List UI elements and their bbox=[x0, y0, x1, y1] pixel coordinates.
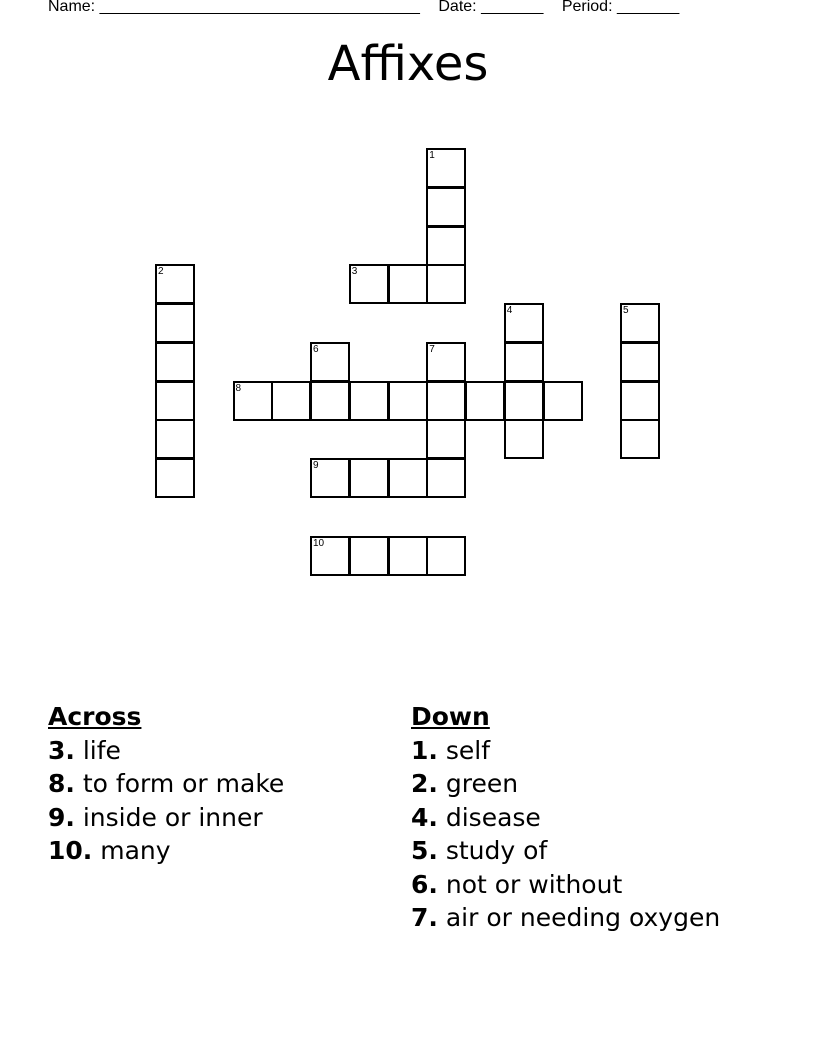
cell-number: 1 bbox=[429, 150, 435, 161]
period-field[interactable]: Period: _______ bbox=[561, 0, 680, 15]
crossword-cell[interactable] bbox=[233, 381, 273, 421]
cell-number: 2 bbox=[158, 266, 164, 278]
crossword-cell[interactable] bbox=[620, 419, 660, 459]
crossword-cell[interactable] bbox=[504, 381, 544, 421]
clue-down-5 bbox=[411, 834, 720, 868]
clue-text: many bbox=[100, 836, 171, 865]
clue-across-3 bbox=[48, 734, 284, 768]
crossword-cell[interactable] bbox=[349, 264, 389, 304]
crossword-cell[interactable] bbox=[465, 381, 505, 421]
crossword-cell[interactable] bbox=[426, 419, 466, 459]
clue-number: 8. bbox=[48, 769, 75, 798]
clue-number: 3. bbox=[48, 735, 75, 765]
crossword-cell[interactable] bbox=[388, 536, 428, 576]
clue-text: to form or make bbox=[82, 769, 285, 798]
clue-text: study of bbox=[445, 836, 548, 865]
crossword-cell[interactable] bbox=[349, 458, 389, 498]
clue-number: 6. bbox=[411, 869, 438, 899]
crossword-cell[interactable] bbox=[155, 381, 195, 421]
crossword-cell[interactable] bbox=[155, 264, 195, 304]
down-clues bbox=[411, 700, 720, 935]
clue-down-6 bbox=[411, 868, 720, 902]
crossword-cell[interactable] bbox=[426, 187, 466, 227]
crossword-cell[interactable] bbox=[155, 303, 195, 343]
clue-number: 4. bbox=[411, 802, 438, 832]
date-field[interactable]: Date: _______ bbox=[438, 0, 544, 15]
crossword-cell[interactable] bbox=[310, 381, 350, 421]
crossword-cell[interactable] bbox=[504, 303, 544, 343]
crossword-cell[interactable] bbox=[155, 342, 195, 382]
clue-down-4 bbox=[411, 801, 720, 835]
crossword-cell[interactable] bbox=[310, 536, 350, 576]
cell-number: 10 bbox=[313, 537, 325, 549]
clue-number: 2. bbox=[411, 769, 438, 798]
crossword-cell[interactable] bbox=[620, 303, 660, 343]
clue-number: 1. bbox=[411, 735, 438, 765]
crossword-cell[interactable] bbox=[543, 381, 583, 421]
cell-number: 9 bbox=[313, 460, 319, 471]
clue-text: green bbox=[445, 769, 519, 798]
clue-text: life bbox=[82, 735, 121, 765]
clue-text: disease bbox=[445, 802, 541, 832]
cell-number: 7 bbox=[429, 343, 435, 355]
crossword-cell[interactable] bbox=[388, 458, 428, 498]
clue-across-8 bbox=[48, 767, 284, 801]
clue-number: 9. bbox=[48, 802, 75, 832]
clue-number: 10. bbox=[48, 836, 93, 865]
clue-down-7 bbox=[411, 901, 720, 935]
clue-text: air or needing oxygen bbox=[445, 903, 721, 932]
across-heading: Across bbox=[48, 702, 142, 731]
cell-number: 8 bbox=[235, 382, 242, 394]
crossword-cell[interactable] bbox=[426, 148, 466, 188]
crossword-cell[interactable] bbox=[426, 458, 466, 498]
crossword-cell[interactable] bbox=[155, 458, 195, 498]
cell-number: 6 bbox=[313, 343, 319, 355]
clue-text: self bbox=[445, 735, 491, 765]
crossword-cell[interactable] bbox=[349, 536, 389, 576]
clue-across-9 bbox=[48, 801, 284, 835]
clue-down-1 bbox=[411, 734, 720, 768]
crossword-cell[interactable] bbox=[426, 226, 466, 266]
crossword-cell[interactable] bbox=[426, 536, 466, 576]
cell-number: 5 bbox=[623, 305, 629, 316]
crossword-cell[interactable] bbox=[271, 381, 311, 421]
clue-text: inside or inner bbox=[82, 802, 263, 832]
name-field[interactable]: Name: ____________________________________ bbox=[48, 0, 420, 15]
crossword-cell[interactable] bbox=[504, 342, 544, 382]
cell-number: 3 bbox=[351, 266, 358, 278]
crossword-cell[interactable] bbox=[388, 264, 428, 304]
clue-down-2 bbox=[411, 767, 720, 801]
crossword-cell[interactable] bbox=[310, 458, 350, 498]
crossword-cell[interactable] bbox=[349, 381, 389, 421]
down-heading: Down bbox=[411, 702, 490, 731]
clue-across-10 bbox=[48, 834, 284, 868]
crossword-cell[interactable] bbox=[388, 381, 428, 421]
clue-text: not or without bbox=[445, 869, 623, 899]
crossword-cell[interactable] bbox=[504, 419, 544, 459]
clue-number: 7. bbox=[411, 903, 438, 932]
across-clues bbox=[48, 700, 284, 868]
crossword-cell[interactable] bbox=[426, 342, 466, 382]
crossword-cell[interactable] bbox=[620, 342, 660, 382]
crossword-cell[interactable] bbox=[155, 419, 195, 459]
page-title: Affixes bbox=[327, 36, 489, 92]
crossword-cell[interactable] bbox=[310, 342, 350, 382]
crossword-cell[interactable] bbox=[620, 381, 660, 421]
cell-number: 4 bbox=[506, 305, 513, 316]
clue-number: 5. bbox=[411, 836, 438, 865]
crossword-cell[interactable] bbox=[426, 264, 466, 304]
crossword-cell[interactable] bbox=[426, 381, 466, 421]
